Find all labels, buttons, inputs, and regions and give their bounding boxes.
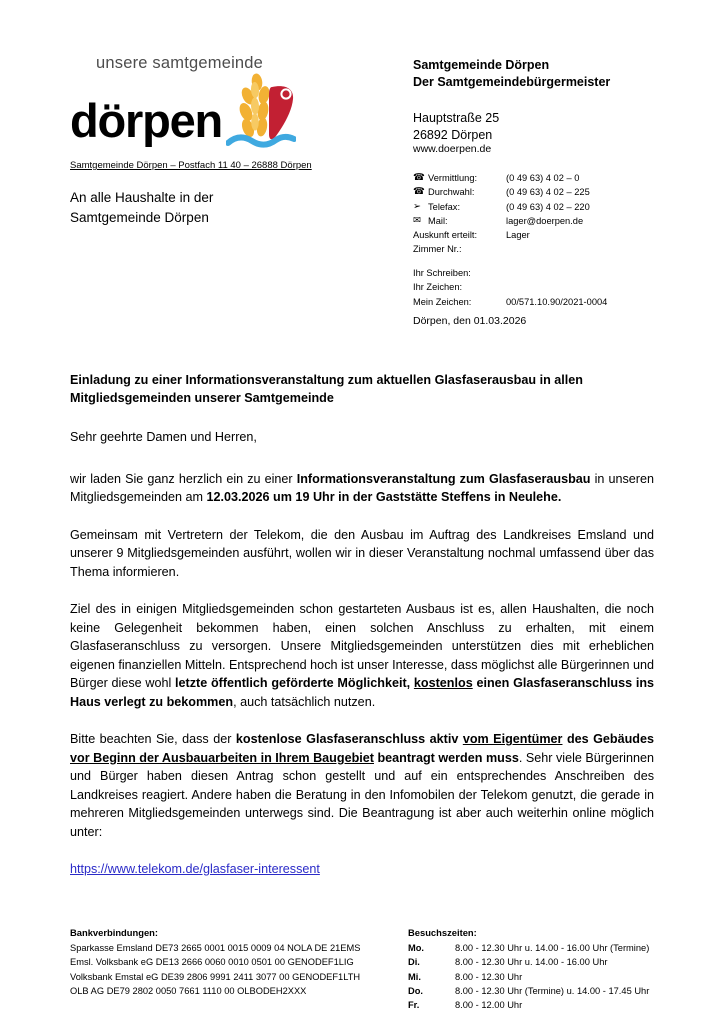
p4-text-1: Bitte beachten Sie, dass der bbox=[70, 732, 236, 747]
contact-value: (0 49 63) 4 02 – 225 bbox=[506, 187, 590, 198]
day-label: Di. bbox=[408, 957, 420, 968]
day-hours: 8.00 - 12.30 Uhr u. 14.00 - 16.00 Uhr (Termine) bbox=[455, 943, 650, 954]
opening-hours-row bbox=[408, 998, 649, 1012]
p4-bold-1: kostenlose Glasfaseranschluss aktiv bbox=[235, 732, 463, 747]
bank-line: OLB AG DE79 2802 0050 7661 1110 00 OLBODEH2XXX bbox=[70, 985, 307, 996]
sender-city: 26892 Dörpen bbox=[413, 127, 493, 142]
sender-name-line-2: Der Samtgemeindebürgermeister bbox=[413, 74, 611, 89]
p4-bold-3: beantragt werden muss bbox=[373, 750, 519, 765]
meta-label: Ihr Zeichen: bbox=[413, 282, 463, 293]
meta-value: Lager bbox=[506, 230, 530, 240]
p4-bold-underline-deadline: vor Beginn der Ausbauarbeiten in Ihrem Baugebiet bbox=[70, 750, 374, 765]
letter-salutation: Sehr geehrte Damen und Herren, bbox=[70, 429, 257, 444]
p3-text-1: Ziel des in einigen Mitgliedsgemeinden schon gestarteten Ausbaus ist es, allen Haushalten, die noch keine Gelegenheit bekommen haben, einen solchen Anschluss zu erhalten, mit einem Glasfaseranschluss zu versorgen. Unsere Mitgliedsgemeinden unterstützen dies mit erheblichen eigenen finanziellen Mitteln. Entsprechend hoch ist unser Interesse, dass möglichst alle Bürgerinnen und Bürger diese wohl bbox=[70, 602, 654, 691]
p1-bold-event: Informationsveranstaltung zum Glasfaserausbau bbox=[296, 471, 591, 486]
p3-bold-connection: einen Glasfaseranschluss ins Haus verlegt zu bekommen bbox=[70, 676, 655, 709]
opening-hours-table bbox=[408, 941, 649, 1012]
contact-row bbox=[413, 185, 590, 199]
p3-bold-opportunity: letzte öffentlich geförderte Möglichkeit, bbox=[175, 676, 411, 691]
telekom-application-link[interactable]: https://www.telekom.de/glasfaser-interessent bbox=[70, 862, 320, 877]
opening-hours-row bbox=[408, 984, 649, 998]
addressee-line-2: Samtgemeinde Dörpen bbox=[70, 209, 209, 225]
contact-row bbox=[413, 171, 590, 185]
telephone-icon: ☎ bbox=[413, 186, 425, 198]
day-label: Mo. bbox=[408, 943, 425, 954]
logo-tagline: unsere samtgemeinde bbox=[96, 54, 264, 72]
meta-label: Ihr Schreiben: bbox=[413, 268, 471, 278]
day-hours: 8.00 - 12.30 Uhr bbox=[455, 971, 523, 982]
p3-bold-underline-free: kostenlos bbox=[413, 676, 473, 691]
addressee-block bbox=[70, 188, 213, 227]
meta-value bbox=[506, 280, 607, 294]
opening-hours-block bbox=[408, 926, 649, 1012]
contact-label: Vermittlung: bbox=[428, 173, 478, 183]
letter-footer bbox=[0, 926, 724, 1024]
meta-label: Zimmer Nr.: bbox=[413, 244, 462, 255]
p4-bold-2: des Gebäudes bbox=[562, 732, 655, 747]
bank-line: Sparkasse Emsland DE73 2665 0001 0015 0009 04 NOLA DE 21EMS bbox=[70, 943, 361, 954]
reference-meta-table bbox=[413, 266, 607, 309]
sender-address-block bbox=[413, 110, 499, 157]
meta-value bbox=[506, 242, 530, 256]
opening-hours-row bbox=[408, 941, 649, 955]
paragraph-application-notice bbox=[70, 730, 654, 841]
meta-value bbox=[506, 266, 607, 280]
opening-hours-title: Besuchszeiten: bbox=[408, 927, 477, 938]
meta-label: Auskunft erteilt: bbox=[413, 230, 478, 240]
p3-text-2: , auch tatsächlich nutzen. bbox=[233, 694, 376, 709]
telephone-icon: ☎ bbox=[413, 172, 425, 183]
day-hours: 8.00 - 12.00 Uhr bbox=[455, 999, 523, 1010]
opening-hours-row bbox=[408, 970, 649, 984]
addressee-line-1: An alle Haushalte in der bbox=[70, 190, 214, 205]
contact-value: (0 49 63) 4 02 – 0 bbox=[506, 173, 580, 183]
contact-details-table bbox=[413, 171, 590, 229]
day-label: Fr. bbox=[408, 999, 420, 1010]
p4-bold-underline-owner: vom Eigentümer bbox=[462, 732, 563, 747]
return-address: Samtgemeinde Dörpen – Postfach 11 40 – 26888 Dörpen bbox=[70, 160, 312, 171]
inquiry-meta-table bbox=[413, 228, 530, 257]
sender-name-block bbox=[413, 57, 610, 90]
paragraph-invitation bbox=[70, 470, 654, 507]
day-label: Mi. bbox=[408, 971, 421, 982]
contact-label: Mail: bbox=[428, 216, 448, 227]
envelope-icon: ✉ bbox=[413, 215, 421, 227]
day-label: Do. bbox=[408, 985, 423, 996]
letter-body bbox=[70, 372, 654, 878]
letterhead bbox=[0, 0, 724, 345]
paragraph-telekom: Gemeinsam mit Vertretern der Telekom, die den Ausbau im Auftrag des Landkreises Emsland und unserer 9 Mitgliedsgemeinden ausführt, wollen wir in dieser Veranstaltung nochmal umfassend über das Thema informieren. bbox=[70, 527, 654, 579]
contact-label: Telefax: bbox=[428, 201, 461, 212]
p1-text-1: wir laden Sie ganz herzlich ein zu einer bbox=[70, 471, 297, 486]
meta-row bbox=[413, 280, 607, 294]
meta-label: Mein Zeichen: bbox=[413, 296, 472, 307]
contact-value: (0 49 63) 4 02 – 220 bbox=[506, 201, 590, 212]
p1-text-2: in unseren Mitgliedsgemeinden am bbox=[70, 471, 654, 505]
opening-hours-row bbox=[408, 955, 649, 969]
bank-details-block bbox=[70, 926, 360, 998]
paragraph-goal bbox=[70, 600, 654, 711]
contact-label: Durchwahl: bbox=[428, 187, 475, 198]
bank-line: Emsl. Volksbank eG DE13 2666 0060 0010 0501 00 GENODEF1LIG bbox=[70, 957, 354, 968]
date-line: Dörpen, den 01.03.2026 bbox=[413, 315, 527, 327]
meta-row bbox=[413, 228, 530, 242]
p1-bold-datetime: 12.03.2026 um 19 Uhr in der Gaststätte Steffens in Neulehe. bbox=[206, 490, 562, 505]
meta-row bbox=[413, 242, 530, 256]
wheat-sail-water-emblem-icon bbox=[226, 73, 296, 151]
sender-street: Hauptstraße 25 bbox=[413, 111, 500, 125]
contact-email-value[interactable]: lager@doerpen.de bbox=[506, 216, 584, 227]
day-hours: 8.00 - 12.30 Uhr u. 14.00 - 16.00 Uhr bbox=[455, 957, 608, 968]
sender-name-line-1: Samtgemeinde Dörpen bbox=[413, 58, 550, 72]
bank-line: Volksbank Emstal eG DE39 2806 9991 2411 3077 00 GENODEF1LTH bbox=[70, 971, 361, 982]
bank-details-title: Bankverbindungen: bbox=[70, 927, 159, 938]
contact-row bbox=[413, 200, 590, 214]
logo-wordmark: dörpen bbox=[70, 94, 223, 148]
meta-reference-value: 00/571.10.90/2021-0004 bbox=[506, 296, 608, 307]
meta-row bbox=[413, 295, 607, 309]
organization-logo bbox=[70, 54, 360, 148]
meta-row bbox=[413, 266, 607, 280]
sender-website: www.doerpen.de bbox=[413, 143, 492, 156]
fax-arrow-icon: ➢ bbox=[413, 200, 421, 212]
contact-row bbox=[413, 214, 590, 228]
p4-text-2: . Sehr viele Bürgerinnen und Bürger haben diesen Antrag schon gestellt und auf ein entsprechendes Anschreiben des Landkreises reagiert. Andere haben die Beratung in den Infomobilen der Telekom genutzt, die gerade in mehreren Mitgliedsgemeinden unterwegs sind. Die Beantragung ist aber auch weiterhin online möglich unter: bbox=[70, 750, 654, 839]
day-hours: 8.00 - 12.30 Uhr (Termine) u. 14.00 - 17.45 Uhr bbox=[455, 985, 650, 996]
letter-subject: Einladung zu einer Informationsveranstaltung zum aktuellen Glasfaserausbau in allen Mitgliedsgemeinden unserer Samtgemeinde bbox=[70, 373, 583, 405]
